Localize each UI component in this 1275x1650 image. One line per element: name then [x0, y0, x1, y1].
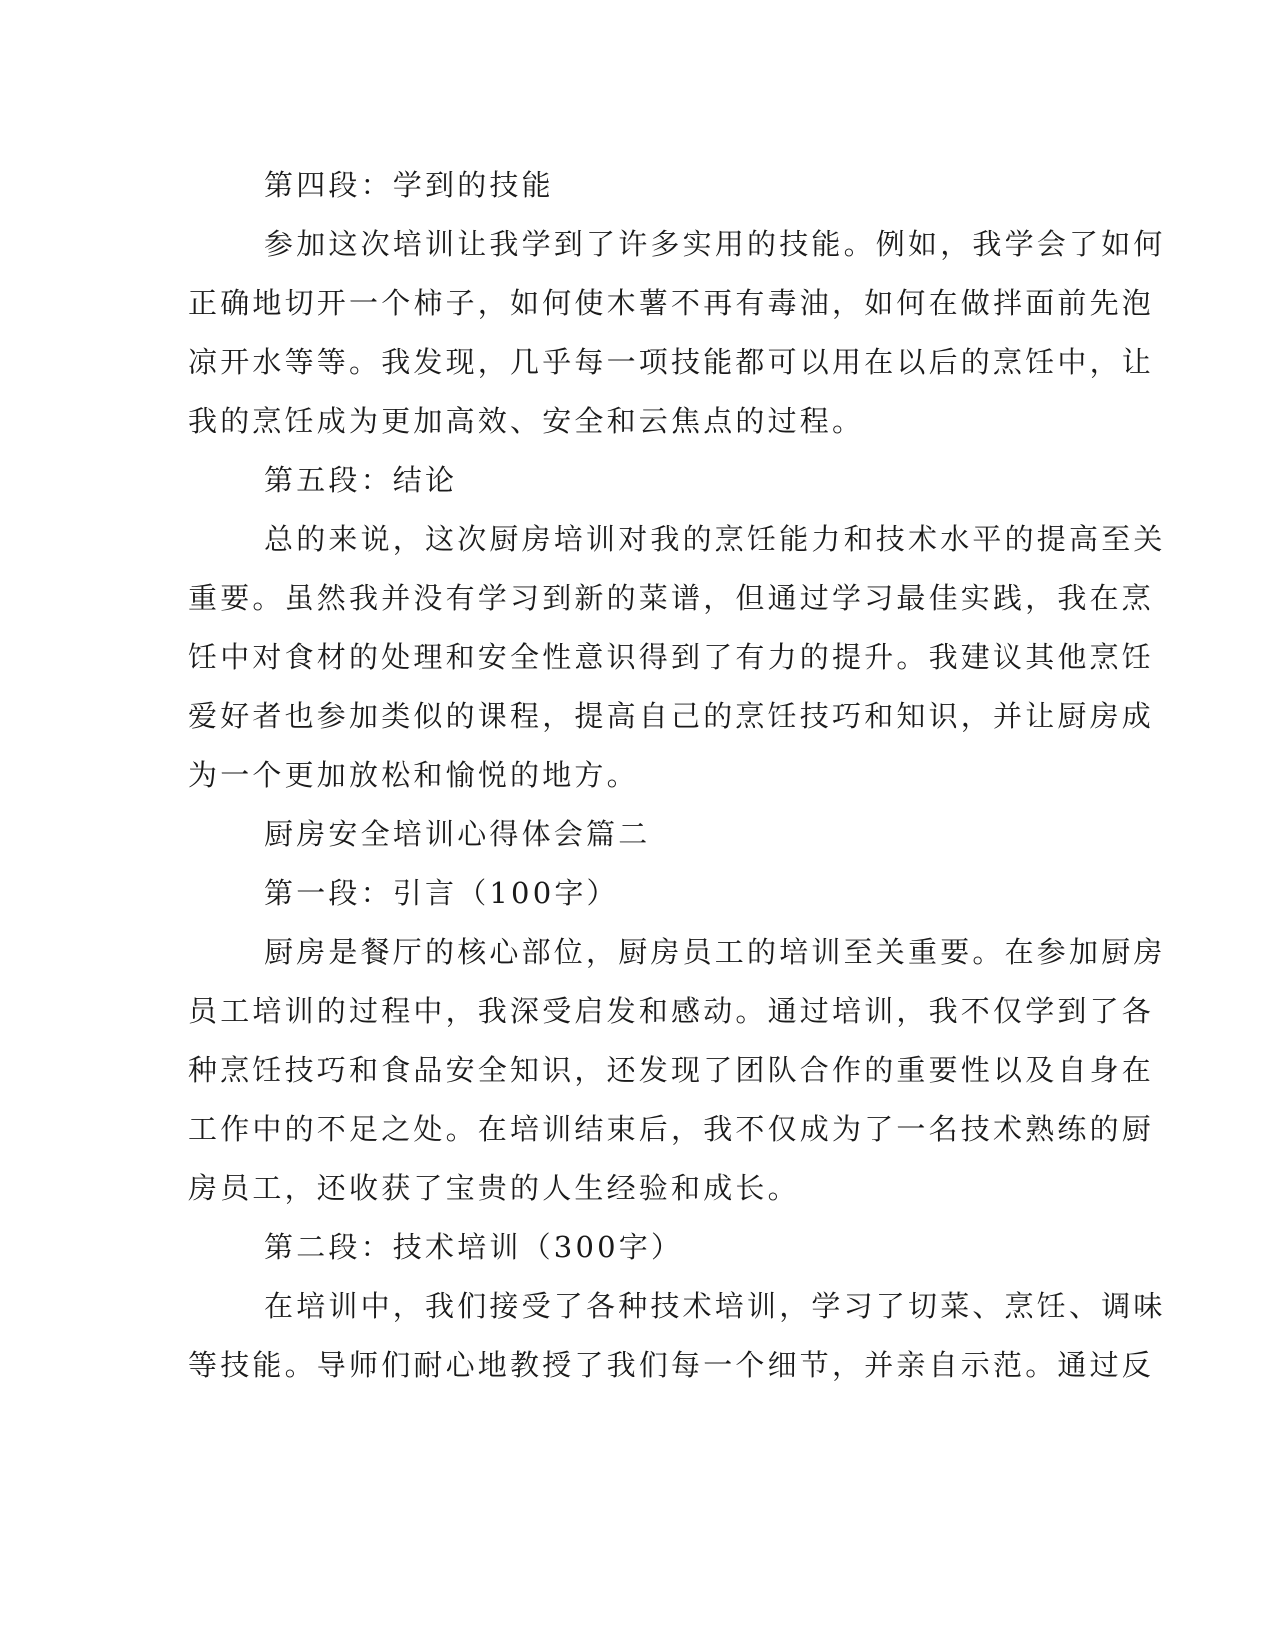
article-title: 厨房安全培训心得体会篇二	[264, 817, 651, 851]
paragraph-line: 饪中对食材的处理和安全性意识得到了有力的提升。我建议其他烹饪	[188, 640, 1155, 674]
section-heading: 第四段：学到的技能	[264, 168, 554, 202]
paragraph-line: 重要。虽然我并没有学习到新的菜谱，但通过学习最佳实践，我在烹	[188, 581, 1155, 615]
section-heading: 第一段：引言（100字）	[264, 876, 619, 910]
paragraph-line: 房员工，还收获了宝贵的人生经验和成长。	[188, 1171, 800, 1205]
paragraph-line: 为一个更加放松和愉悦的地方。	[188, 758, 639, 792]
paragraph-line: 工作中的不足之处。在培训结束后，我不仅成为了一名技术熟练的厨	[188, 1112, 1155, 1146]
paragraph-line: 厨房是餐厅的核心部位，厨房员工的培训至关重要。在参加厨房	[264, 935, 1166, 969]
paragraph-line: 我的烹饪成为更加高效、安全和云焦点的过程。	[188, 404, 865, 438]
section-heading: 第二段：技术培训（300字）	[264, 1230, 684, 1264]
section-heading: 第五段：结论	[264, 463, 458, 497]
paragraph-line: 总的来说，这次厨房培训对我的烹饪能力和技术水平的提高至关	[264, 522, 1166, 556]
paragraph-line: 等技能。导师们耐心地教授了我们每一个细节，并亲自示范。通过反	[188, 1348, 1155, 1382]
paragraph-line: 正确地切开一个柿子，如何使木薯不再有毒油，如何在做拌面前先泡	[188, 286, 1155, 320]
paragraph-line: 种烹饪技巧和食品安全知识，还发现了团队合作的重要性以及自身在	[188, 1053, 1155, 1087]
paragraph-line: 凉开水等等。我发现，几乎每一项技能都可以用在以后的烹饪中，让	[188, 345, 1155, 379]
paragraph-line: 员工培训的过程中，我深受启发和感动。通过培训，我不仅学到了各	[188, 994, 1155, 1028]
paragraph-line: 在培训中，我们接受了各种技术培训，学习了切菜、烹饪、调味	[264, 1289, 1166, 1323]
paragraph-line: 爱好者也参加类似的课程，提高自己的烹饪技巧和知识，并让厨房成	[188, 699, 1155, 733]
paragraph-line: 参加这次培训让我学到了许多实用的技能。例如，我学会了如何	[264, 227, 1166, 261]
